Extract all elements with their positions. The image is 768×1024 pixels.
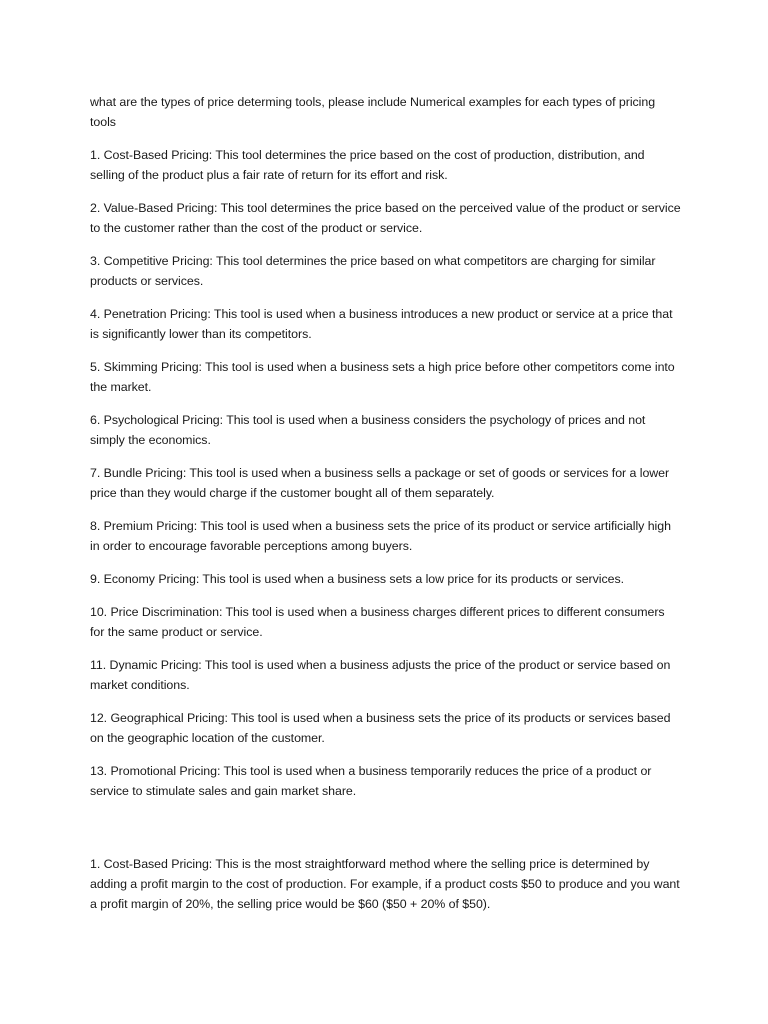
list-item-skimming: 5. Skimming Pricing: This tool is used when a business sets a high price before other competitors come into the market. [90, 360, 675, 394]
list-item-premium: 8. Premium Pricing: This tool is used when a business sets the price of its product or service artificially high in order to encourage favorable perceptions among buyers. [90, 519, 671, 553]
list-item-psychological: 6. Psychological Pricing: This tool is used when a business considers the psychology of prices and not simply the economics. [90, 413, 646, 447]
example-cost-based: 1. Cost-Based Pricing: This is the most straightforward method where the selling price is determined by adding a profit margin to the cost of production. For example, if a product costs $50 to produce and you want a profit margin of 20%, the selling price would be $60 ($50 + 20% of $50). [90, 857, 680, 911]
list-item-promotional: 13. Promotional Pricing: This tool is used when a business temporarily reduces the price of a product or service to stimulate sales and gain market share. [90, 764, 652, 798]
document-body [90, 92, 682, 927]
list-item-competitive: 3. Competitive Pricing: This tool determines the price based on what competitors are charging for similar products or services. [90, 254, 656, 288]
section-gap [90, 814, 682, 854]
question-text: what are the types of price determing tools, please include Numerical examples for each types of pricing tools [90, 95, 656, 129]
list-item-economy: 9. Economy Pricing: This tool is used when a business sets a low price for its products or services. [90, 572, 624, 586]
list-item-price-discrimination: 10. Price Discrimination: This tool is used when a business charges different prices to different consumers for the same product or service. [90, 605, 665, 639]
list-item-value-based: 2. Value-Based Pricing: This tool determines the price based on the perceived value of the product or service to the customer rather than the cost of the product or service. [90, 201, 681, 235]
list-item-bundle: 7. Bundle Pricing: This tool is used when a business sells a package or set of goods or services for a lower price than they would charge if the customer bought all of them separately. [90, 466, 670, 500]
list-item-dynamic: 11. Dynamic Pricing: This tool is used when a business adjusts the price of the product or service based on market conditions. [90, 658, 671, 692]
list-item-cost-based: 1. Cost-Based Pricing: This tool determines the price based on the cost of production, distribution, and selling of the product plus a fair rate of return for its effort and risk. [90, 148, 645, 182]
list-item-geographical: 12. Geographical Pricing: This tool is used when a business sets the price of its products or services based on the geographic location of the customer. [90, 711, 671, 745]
list-item-penetration: 4. Penetration Pricing: This tool is used when a business introduces a new product or service at a price that is significantly lower than its competitors. [90, 307, 673, 341]
